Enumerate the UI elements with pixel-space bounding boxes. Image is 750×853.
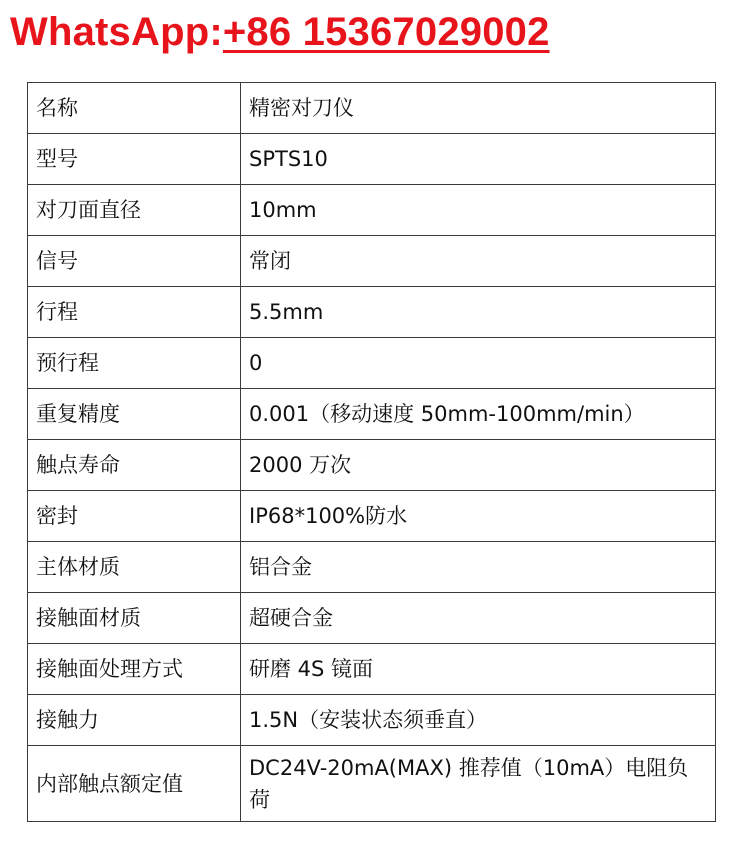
spec-value: 超硬合金 — [241, 593, 716, 644]
spec-value: 常闭 — [241, 236, 716, 287]
spec-value: 精密对刀仪 — [241, 83, 716, 134]
spec-value: DC24V-20mA(MAX) 推荐值（10mA）电阻负荷 — [241, 746, 716, 822]
spec-value: 1.5N（安装状态须垂直） — [241, 695, 716, 746]
spec-label: 预行程 — [28, 338, 241, 389]
table-row — [28, 593, 716, 644]
whatsapp-phone-link[interactable]: +86 15367029002 — [222, 10, 550, 54]
spec-label: 型号 — [28, 134, 241, 185]
table-row — [28, 389, 716, 440]
spec-value: 研磨 4S 镜面 — [241, 644, 716, 695]
spec-label: 接触力 — [28, 695, 241, 746]
spec-label: 行程 — [28, 287, 241, 338]
spec-label: 接触面处理方式 — [28, 644, 241, 695]
table-row — [28, 644, 716, 695]
spec-value: IP68*100%防水 — [241, 491, 716, 542]
spec-value: 0 — [241, 338, 716, 389]
table-row — [28, 695, 716, 746]
spec-label: 接触面材质 — [28, 593, 241, 644]
spec-value: SPTS10 — [241, 134, 716, 185]
table-row — [28, 746, 716, 822]
spec-label: 名称 — [28, 83, 241, 134]
spec-value: 10mm — [241, 185, 716, 236]
spec-label: 信号 — [28, 236, 241, 287]
table-row — [28, 338, 716, 389]
spec-value: 0.001（移动速度 50mm-100mm/min） — [241, 389, 716, 440]
table-row — [28, 491, 716, 542]
spec-label: 内部触点额定值 — [28, 746, 241, 822]
table-row — [28, 185, 716, 236]
spec-value: 5.5mm — [241, 287, 716, 338]
spec-value: 铝合金 — [241, 542, 716, 593]
table-row — [28, 236, 716, 287]
spec-label: 对刀面直径 — [28, 185, 241, 236]
table-row — [28, 134, 716, 185]
spec-label: 主体材质 — [28, 542, 241, 593]
spec-label: 重复精度 — [28, 389, 241, 440]
spec-value: 2000 万次 — [241, 440, 716, 491]
spec-label: 密封 — [28, 491, 241, 542]
table-row — [28, 440, 716, 491]
spec-label: 触点寿命 — [28, 440, 241, 491]
table-row — [28, 542, 716, 593]
table-row — [28, 83, 716, 134]
spec-table — [27, 82, 716, 822]
table-row — [28, 287, 716, 338]
whatsapp-contact-header — [10, 6, 550, 58]
whatsapp-label: WhatsApp: — [10, 10, 223, 54]
